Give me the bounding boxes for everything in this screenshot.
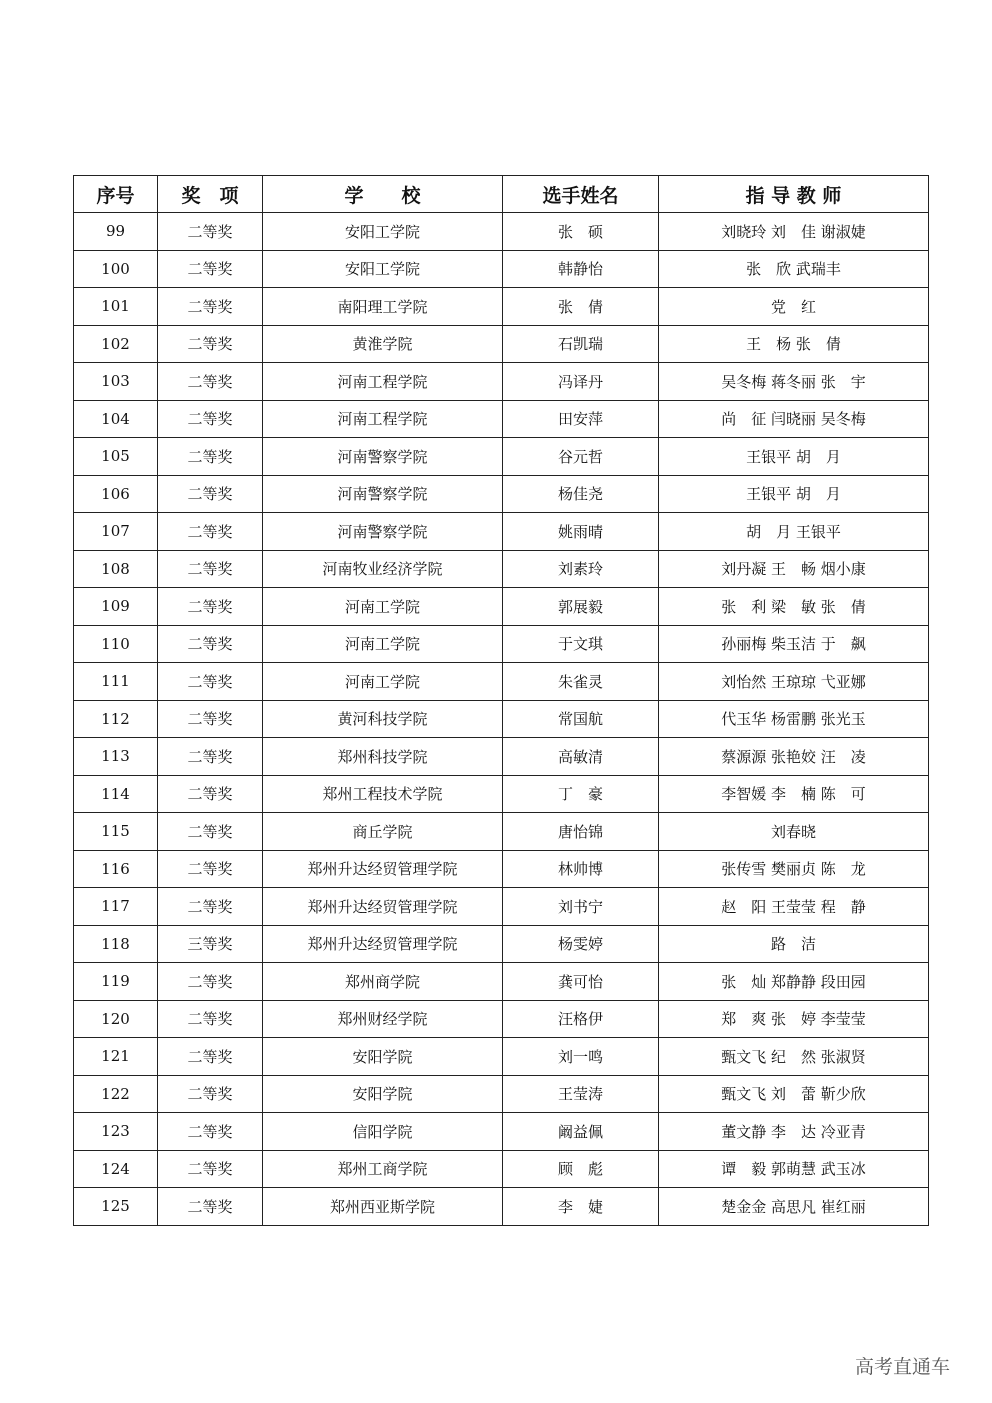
cell-name: 杨佳尧 bbox=[503, 475, 659, 513]
cell-seq: 107 bbox=[74, 513, 158, 551]
table-row bbox=[74, 250, 929, 288]
cell-teacher: 李智媛 李 楠 陈 可 bbox=[659, 775, 929, 813]
table-row bbox=[74, 625, 929, 663]
cell-award: 三等奖 bbox=[158, 925, 263, 963]
cell-teacher: 张 利 梁 敏 张 倩 bbox=[659, 588, 929, 626]
cell-seq: 100 bbox=[74, 250, 158, 288]
cell-name: 汪格伊 bbox=[503, 1000, 659, 1038]
table-row bbox=[74, 550, 929, 588]
cell-award: 二等奖 bbox=[158, 1000, 263, 1038]
cell-award: 二等奖 bbox=[158, 325, 263, 363]
cell-teacher: 王银平 胡 月 bbox=[659, 438, 929, 476]
table-row bbox=[74, 1075, 929, 1113]
cell-teacher: 王银平 胡 月 bbox=[659, 475, 929, 513]
cell-name: 林帅博 bbox=[503, 850, 659, 888]
cell-school: 信阳学院 bbox=[263, 1113, 503, 1151]
cell-school: 郑州升达经贸管理学院 bbox=[263, 850, 503, 888]
cell-seq: 116 bbox=[74, 850, 158, 888]
cell-award: 二等奖 bbox=[158, 663, 263, 701]
cell-name: 田安萍 bbox=[503, 400, 659, 438]
cell-seq: 125 bbox=[74, 1188, 158, 1226]
cell-teacher: 楚金金 高思凡 崔红丽 bbox=[659, 1188, 929, 1226]
cell-teacher: 王 杨 张 倩 bbox=[659, 325, 929, 363]
cell-name: 王莹涛 bbox=[503, 1075, 659, 1113]
cell-school: 郑州升达经贸管理学院 bbox=[263, 888, 503, 926]
cell-school: 郑州工商学院 bbox=[263, 1150, 503, 1188]
cell-seq: 124 bbox=[74, 1150, 158, 1188]
table-row bbox=[74, 325, 929, 363]
header-teacher: 指 导 教 师 bbox=[659, 176, 929, 213]
cell-name: 朱雀灵 bbox=[503, 663, 659, 701]
cell-seq: 99 bbox=[74, 213, 158, 251]
header-seq: 序号 bbox=[74, 176, 158, 213]
cell-school: 安阳学院 bbox=[263, 1075, 503, 1113]
cell-award: 二等奖 bbox=[158, 888, 263, 926]
header-school: 学 校 bbox=[263, 176, 503, 213]
cell-teacher: 张 欣 武瑞丰 bbox=[659, 250, 929, 288]
cell-school: 安阳工学院 bbox=[263, 213, 503, 251]
cell-seq: 122 bbox=[74, 1075, 158, 1113]
cell-name: 郭展毅 bbox=[503, 588, 659, 626]
cell-seq: 103 bbox=[74, 363, 158, 401]
table-row bbox=[74, 738, 929, 776]
cell-seq: 118 bbox=[74, 925, 158, 963]
cell-teacher: 胡 月 王银平 bbox=[659, 513, 929, 551]
table-row bbox=[74, 1038, 929, 1076]
cell-teacher: 张传雪 樊丽贞 陈 龙 bbox=[659, 850, 929, 888]
cell-teacher: 吴冬梅 蒋冬丽 张 宇 bbox=[659, 363, 929, 401]
cell-school: 商丘学院 bbox=[263, 813, 503, 851]
cell-award: 二等奖 bbox=[158, 250, 263, 288]
cell-award: 二等奖 bbox=[158, 288, 263, 326]
cell-teacher: 蔡源源 张艳姣 汪 凌 bbox=[659, 738, 929, 776]
cell-name: 刘素玲 bbox=[503, 550, 659, 588]
cell-seq: 123 bbox=[74, 1113, 158, 1151]
cell-award: 二等奖 bbox=[158, 775, 263, 813]
cell-school: 河南工学院 bbox=[263, 625, 503, 663]
cell-school: 河南工程学院 bbox=[263, 363, 503, 401]
cell-name: 李 婕 bbox=[503, 1188, 659, 1226]
cell-teacher: 赵 阳 王莹莹 程 静 bbox=[659, 888, 929, 926]
cell-award: 二等奖 bbox=[158, 213, 263, 251]
table-row bbox=[74, 1188, 929, 1226]
cell-teacher: 甄文飞 纪 然 张淑贤 bbox=[659, 1038, 929, 1076]
cell-name: 石凯瑞 bbox=[503, 325, 659, 363]
cell-award: 二等奖 bbox=[158, 1150, 263, 1188]
cell-school: 郑州科技学院 bbox=[263, 738, 503, 776]
cell-school: 郑州升达经贸管理学院 bbox=[263, 925, 503, 963]
cell-award: 二等奖 bbox=[158, 513, 263, 551]
cell-school: 郑州工程技术学院 bbox=[263, 775, 503, 813]
cell-name: 高敏清 bbox=[503, 738, 659, 776]
cell-school: 河南工程学院 bbox=[263, 400, 503, 438]
cell-school: 黄河科技学院 bbox=[263, 700, 503, 738]
header-row bbox=[74, 176, 929, 213]
cell-school: 河南警察学院 bbox=[263, 475, 503, 513]
cell-name: 丁 豪 bbox=[503, 775, 659, 813]
cell-school: 河南警察学院 bbox=[263, 438, 503, 476]
cell-school: 安阳学院 bbox=[263, 1038, 503, 1076]
cell-award: 二等奖 bbox=[158, 625, 263, 663]
table-row bbox=[74, 288, 929, 326]
cell-seq: 114 bbox=[74, 775, 158, 813]
cell-school: 河南工学院 bbox=[263, 663, 503, 701]
table-row bbox=[74, 513, 929, 551]
cell-award: 二等奖 bbox=[158, 1075, 263, 1113]
cell-seq: 112 bbox=[74, 700, 158, 738]
table-row bbox=[74, 475, 929, 513]
cell-seq: 106 bbox=[74, 475, 158, 513]
table-row bbox=[74, 700, 929, 738]
cell-seq: 111 bbox=[74, 663, 158, 701]
table-row bbox=[74, 663, 929, 701]
table-row bbox=[74, 1113, 929, 1151]
table-row bbox=[74, 438, 929, 476]
cell-seq: 102 bbox=[74, 325, 158, 363]
cell-name: 姚雨晴 bbox=[503, 513, 659, 551]
table-row bbox=[74, 400, 929, 438]
cell-award: 二等奖 bbox=[158, 550, 263, 588]
cell-school: 河南牧业经济学院 bbox=[263, 550, 503, 588]
header-award: 奖 项 bbox=[158, 176, 263, 213]
cell-name: 顾 彪 bbox=[503, 1150, 659, 1188]
cell-award: 二等奖 bbox=[158, 438, 263, 476]
cell-name: 常国航 bbox=[503, 700, 659, 738]
cell-school: 河南工学院 bbox=[263, 588, 503, 626]
cell-award: 二等奖 bbox=[158, 1038, 263, 1076]
table-row bbox=[74, 963, 929, 1001]
cell-name: 谷元哲 bbox=[503, 438, 659, 476]
table-row bbox=[74, 850, 929, 888]
award-table bbox=[73, 175, 929, 1226]
cell-name: 刘一鸣 bbox=[503, 1038, 659, 1076]
cell-award: 二等奖 bbox=[158, 700, 263, 738]
cell-teacher: 党 红 bbox=[659, 288, 929, 326]
cell-name: 杨雯婷 bbox=[503, 925, 659, 963]
cell-seq: 110 bbox=[74, 625, 158, 663]
cell-teacher: 郑 爽 张 婷 李莹莹 bbox=[659, 1000, 929, 1038]
cell-name: 阚益佩 bbox=[503, 1113, 659, 1151]
cell-teacher: 刘晓玲 刘 佳 谢淑婕 bbox=[659, 213, 929, 251]
cell-seq: 108 bbox=[74, 550, 158, 588]
cell-seq: 120 bbox=[74, 1000, 158, 1038]
cell-teacher: 代玉华 杨雷鹏 张光玉 bbox=[659, 700, 929, 738]
cell-name: 冯译丹 bbox=[503, 363, 659, 401]
table-row bbox=[74, 1150, 929, 1188]
table-row bbox=[74, 888, 929, 926]
cell-seq: 113 bbox=[74, 738, 158, 776]
cell-teacher: 尚 征 闫晓丽 吴冬梅 bbox=[659, 400, 929, 438]
cell-seq: 101 bbox=[74, 288, 158, 326]
header-name: 选手姓名 bbox=[503, 176, 659, 213]
cell-school: 郑州财经学院 bbox=[263, 1000, 503, 1038]
watermark-text: 高考直通车 bbox=[855, 1356, 951, 1378]
cell-seq: 105 bbox=[74, 438, 158, 476]
cell-name: 韩静怡 bbox=[503, 250, 659, 288]
cell-seq: 115 bbox=[74, 813, 158, 851]
cell-teacher: 孙丽梅 柴玉洁 于 飙 bbox=[659, 625, 929, 663]
cell-teacher: 刘春晓 bbox=[659, 813, 929, 851]
table-row bbox=[74, 1000, 929, 1038]
cell-seq: 121 bbox=[74, 1038, 158, 1076]
cell-award: 二等奖 bbox=[158, 1188, 263, 1226]
cell-award: 二等奖 bbox=[158, 963, 263, 1001]
cell-teacher: 谭 毅 郭萌慧 武玉冰 bbox=[659, 1150, 929, 1188]
cell-school: 南阳理工学院 bbox=[263, 288, 503, 326]
cell-teacher: 刘怡然 王琼琼 弋亚娜 bbox=[659, 663, 929, 701]
cell-name: 于文琪 bbox=[503, 625, 659, 663]
cell-seq: 109 bbox=[74, 588, 158, 626]
cell-name: 龚可怡 bbox=[503, 963, 659, 1001]
cell-seq: 104 bbox=[74, 400, 158, 438]
table-row bbox=[74, 925, 929, 963]
cell-award: 二等奖 bbox=[158, 1113, 263, 1151]
cell-teacher: 张 灿 郑静静 段田园 bbox=[659, 963, 929, 1001]
cell-award: 二等奖 bbox=[158, 475, 263, 513]
cell-name: 刘书宁 bbox=[503, 888, 659, 926]
cell-school: 黄淮学院 bbox=[263, 325, 503, 363]
cell-award: 二等奖 bbox=[158, 813, 263, 851]
table-row bbox=[74, 588, 929, 626]
cell-teacher: 董文静 李 达 冷亚青 bbox=[659, 1113, 929, 1151]
cell-seq: 119 bbox=[74, 963, 158, 1001]
table-row bbox=[74, 213, 929, 251]
cell-award: 二等奖 bbox=[158, 850, 263, 888]
cell-school: 河南警察学院 bbox=[263, 513, 503, 551]
table-row bbox=[74, 363, 929, 401]
cell-name: 唐怡锦 bbox=[503, 813, 659, 851]
cell-award: 二等奖 bbox=[158, 400, 263, 438]
cell-teacher: 刘丹凝 王 畅 烟小康 bbox=[659, 550, 929, 588]
cell-teacher: 路 洁 bbox=[659, 925, 929, 963]
cell-award: 二等奖 bbox=[158, 588, 263, 626]
cell-teacher: 甄文飞 刘 蕾 靳少欣 bbox=[659, 1075, 929, 1113]
cell-award: 二等奖 bbox=[158, 363, 263, 401]
cell-seq: 117 bbox=[74, 888, 158, 926]
cell-school: 郑州商学院 bbox=[263, 963, 503, 1001]
table-body bbox=[74, 213, 929, 1226]
cell-name: 张 倩 bbox=[503, 288, 659, 326]
table-row bbox=[74, 813, 929, 851]
table-row bbox=[74, 775, 929, 813]
cell-school: 安阳工学院 bbox=[263, 250, 503, 288]
cell-school: 郑州西亚斯学院 bbox=[263, 1188, 503, 1226]
cell-name: 张 硕 bbox=[503, 213, 659, 251]
cell-award: 二等奖 bbox=[158, 738, 263, 776]
